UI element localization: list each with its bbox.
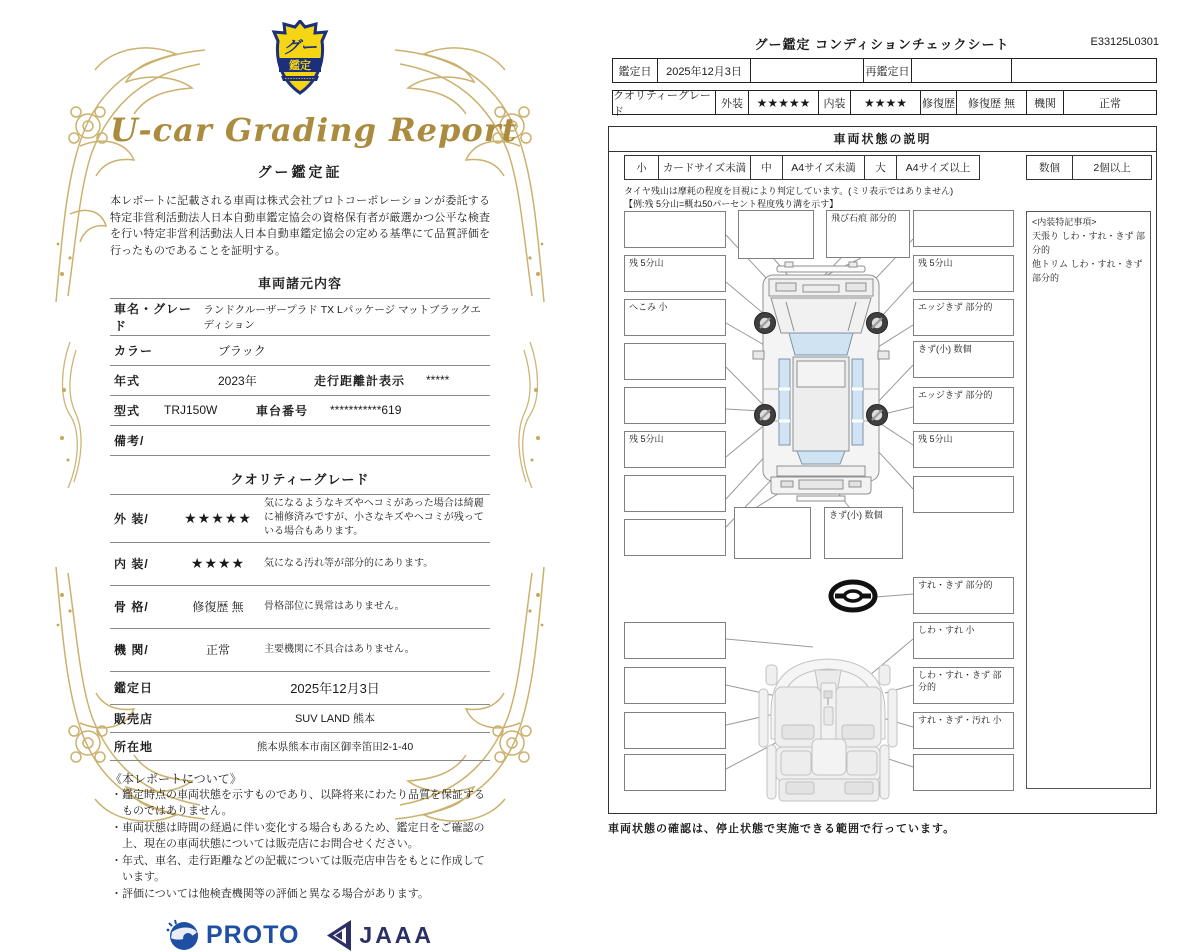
exterior-note-box: 残 5分山	[624, 255, 726, 292]
spec-row-color	[110, 335, 490, 365]
spec-odometer-value: *****	[426, 373, 450, 388]
report-notes	[110, 770, 490, 903]
grade-interior-stars: ★★★★	[190, 555, 246, 572]
interior-note-box	[624, 754, 726, 791]
legend-large-value: A4サイズ以上	[905, 162, 971, 174]
qg-interior-stars: ★★★★	[851, 91, 921, 114]
spec-row-name	[110, 298, 490, 335]
notes-title: 《本レポートについて》	[110, 771, 242, 786]
spec-row-model	[110, 395, 490, 425]
footer-logos	[110, 918, 490, 952]
spec-color-label: カラー	[114, 343, 154, 358]
note-item: ・評価については他検査機関等の評価と異なる場合があります。	[111, 887, 429, 900]
exterior-note-box: へこみ 小	[624, 299, 726, 336]
exterior-note-box	[624, 211, 726, 248]
sheet-date-spacer	[751, 59, 864, 82]
sheet-footer-note: 車両状態の確認は、停止状態で実施できる範囲で行っています。	[608, 823, 956, 835]
interior-note-box: すれ・きず 部分的	[913, 577, 1014, 614]
goo-kantei-shield-icon	[271, 20, 329, 96]
condition-check-sheet	[604, 30, 1160, 838]
quality-grade-bar	[612, 89, 1157, 118]
appraisal-date-label: 鑑定日	[114, 681, 154, 696]
info-row-dealer	[110, 704, 490, 732]
note-item: ・車両状態は時間の経過に伴い変化する場合もあるため、鑑定日をご確認の上、現在の車両状態については販売店にお問合せください。	[111, 821, 485, 851]
location-label: 所在地	[114, 739, 154, 754]
qg-engine-label: 機関	[1027, 91, 1064, 114]
exterior-note-box: 残 5分山	[913, 431, 1014, 468]
grade-interior-desc: 気になる汚れ等が部分的にあります。	[264, 557, 434, 569]
spec-name-value: ランドクルーザープラド TX Lパッケージ マットブラックエディション	[203, 303, 481, 331]
spec-odometer-label: 走行距離計表示	[314, 373, 406, 388]
qg-engine-value: 正常	[1099, 97, 1121, 110]
qg-repair-value: 修復歴 無	[957, 91, 1027, 114]
badge-text-top: グー	[283, 38, 317, 57]
exterior-note-box	[734, 507, 811, 559]
qg-interior-label: 内装	[819, 91, 851, 114]
certificate-intro: 本レポートに記載される車両は株式会社プロトコーポレーションが委託する特定非営利活動法人日本自動車鑑定協会の資格保有者が厳選かつ公平な検査を行い特定非営利活動法人日本自動車鑑定協会の定める基準にて品質評価を行ったものであることを証明する。	[110, 195, 490, 258]
interior-note-box	[913, 754, 1014, 791]
sheet-redate-spacer	[1012, 59, 1156, 82]
grade-interior-label: 内 装/	[114, 557, 149, 572]
exterior-note-box	[913, 210, 1014, 247]
grade-engine-value: 正常	[205, 643, 230, 658]
sheet-title: グー鑑定 コンディションチェックシート	[754, 37, 1010, 52]
proto-globe-icon	[166, 918, 200, 952]
side-flourish-icon	[56, 340, 82, 490]
spec-model-value: TRJ150W	[164, 403, 218, 418]
exterior-note-box	[624, 519, 726, 556]
grade-exterior-stars: ★★★★★	[184, 509, 252, 526]
spec-chassis-label: 車台番号	[256, 403, 309, 418]
grade-row-exterior	[110, 494, 490, 542]
exterior-note-box	[624, 343, 726, 380]
location-value: 熊本県熊本市南区御幸笛田2-1-40	[256, 740, 414, 753]
grade-row-interior	[110, 542, 490, 585]
spec-row-remarks	[110, 425, 490, 455]
note-item: ・鑑定時点の車両状態を示すものであり、以降将来にわたり品質を保証するものではありません。	[111, 788, 485, 818]
grade-frame-value: 修復歴 無	[192, 600, 244, 615]
exterior-note-box	[913, 476, 1014, 513]
qg-exterior-stars: ★★★★★	[749, 91, 819, 114]
qg-repair-label: 修復歴	[921, 91, 957, 114]
exterior-note-box: 飛び石痕 部分的	[826, 210, 910, 258]
exterior-note-box	[738, 210, 814, 259]
proto-logo-text: PROTO	[205, 920, 300, 949]
exterior-note-box	[624, 387, 726, 424]
grade-exterior-desc: 気になるようなキズやヘコミがあった場合は綺麗に補修済みですが、小さなキズやヘコミが残っている場合もあります。	[264, 498, 484, 538]
appraisal-date-table	[612, 58, 1157, 83]
condition-box-title: 車両状態の説明	[609, 127, 1156, 152]
qg-label: クオリティーグレード	[613, 91, 716, 114]
grade-row-frame	[110, 585, 490, 628]
info-row-date	[110, 671, 490, 704]
sheet-redate-label: 再鑑定日	[864, 59, 912, 82]
interior-note-box: しわ・すれ・きず 部分的	[913, 667, 1014, 704]
grade-frame-label: 骨 格/	[114, 600, 149, 615]
spec-model-label: 型式	[114, 403, 141, 418]
grade-frame-desc: 骨格部位に異常はありません。	[264, 600, 405, 612]
tire-note-line2: 【例:残 5分山=概ね50パーセント程度残り溝を示す】	[624, 199, 839, 210]
interior-note-box: しわ・すれ 小	[913, 622, 1014, 659]
sheet-date-value: 2025年12月3日	[658, 59, 751, 82]
steering-wheel-icon	[831, 582, 875, 610]
grade-engine-label: 機 関/	[114, 643, 149, 658]
interior-note-box	[624, 622, 726, 659]
grade-engine-desc: 主要機関に不具合はありません。	[264, 643, 415, 655]
car-top-view-diagram	[753, 262, 889, 501]
exterior-note-box	[624, 475, 726, 512]
sheet-serial-number: E33125L0301	[1090, 36, 1159, 48]
grade-exterior-label: 外 装/	[114, 511, 149, 526]
legend-small-value: カードサイズ未満	[659, 156, 751, 179]
jaaa-logo-text: JAAA	[359, 921, 435, 948]
certificate-subtitle: グー鑑定証	[257, 164, 343, 180]
spec-year-value: 2023年	[218, 373, 257, 388]
interior-note-box: すれ・きず・汚れ 小	[913, 712, 1014, 749]
appraisal-date-value: 2025年12月3日	[290, 681, 380, 697]
sheet-date-label: 鑑定日	[613, 59, 658, 82]
vehicle-condition-box	[608, 126, 1157, 814]
dealer-value: SUV LAND 熊本	[294, 713, 376, 726]
exterior-note-box: エッジきず 部分的	[913, 387, 1014, 424]
badge-text-band: 鑑定	[289, 60, 311, 72]
spec-remarks-label: 備考/	[114, 433, 145, 448]
sheet-redate-value	[912, 59, 1012, 82]
spec-name-label: 車名・グレード	[114, 301, 193, 333]
interior-notes-line: 天張り しわ・すれ・きず 部分的	[1032, 230, 1146, 255]
spec-section-title: 車両諸元内容	[257, 275, 342, 291]
interior-notes-line: 他トリム しわ・すれ・きず 部分的	[1032, 258, 1143, 283]
grade-row-engine	[110, 628, 490, 671]
exterior-note-box: 残 5分山	[913, 255, 1014, 292]
legend-medium-value: A4サイズ未満	[783, 156, 865, 179]
spec-year-label: 年式	[114, 373, 141, 388]
legend-count-key: 数個	[1027, 156, 1073, 179]
exterior-note-box: きず(小) 数個	[913, 341, 1014, 378]
vehicle-spec-table	[110, 298, 490, 456]
spec-row-year	[110, 365, 490, 395]
interior-note-box	[624, 667, 726, 704]
dealer-label: 販売店	[114, 711, 154, 726]
car-interior-diagram	[759, 659, 897, 801]
interior-notes-title: <内装特記事項>	[1032, 217, 1097, 227]
grading-report-certificate	[40, 20, 560, 949]
note-item: ・年式、車名、走行距離などの記載については販売店申告をもとに作成しています。	[111, 854, 485, 884]
legend-large-key: 大	[865, 156, 897, 179]
legend-medium-key: 中	[751, 156, 783, 179]
jaaa-triangle-icon	[325, 918, 353, 952]
exterior-note-box: きず(小) 数個	[824, 507, 903, 559]
spec-chassis-value: ***********619	[330, 403, 402, 418]
qg-exterior-label: 外装	[716, 91, 749, 114]
certificate-title: U-car Grading Report	[110, 111, 518, 149]
jaaa-logo	[325, 918, 434, 952]
exterior-note-box: エッジきず 部分的	[913, 299, 1014, 336]
legend-count-value: 2個以上	[1093, 162, 1131, 174]
grade-section-title: クオリティーグレード	[230, 471, 370, 487]
side-flourish-icon	[518, 340, 544, 490]
info-row-location	[110, 732, 490, 760]
spec-color-value: ブラック	[218, 343, 266, 358]
proto-logo	[166, 918, 299, 952]
exterior-note-box: 残 5分山	[624, 431, 726, 468]
quality-grade-table	[110, 494, 490, 761]
legend-small-key: 小	[625, 156, 659, 179]
tire-note-line1: タイヤ残山は摩耗の程度を目視により判定しています。(ミリ表示ではありません)	[624, 186, 954, 196]
interior-note-box	[624, 712, 726, 749]
